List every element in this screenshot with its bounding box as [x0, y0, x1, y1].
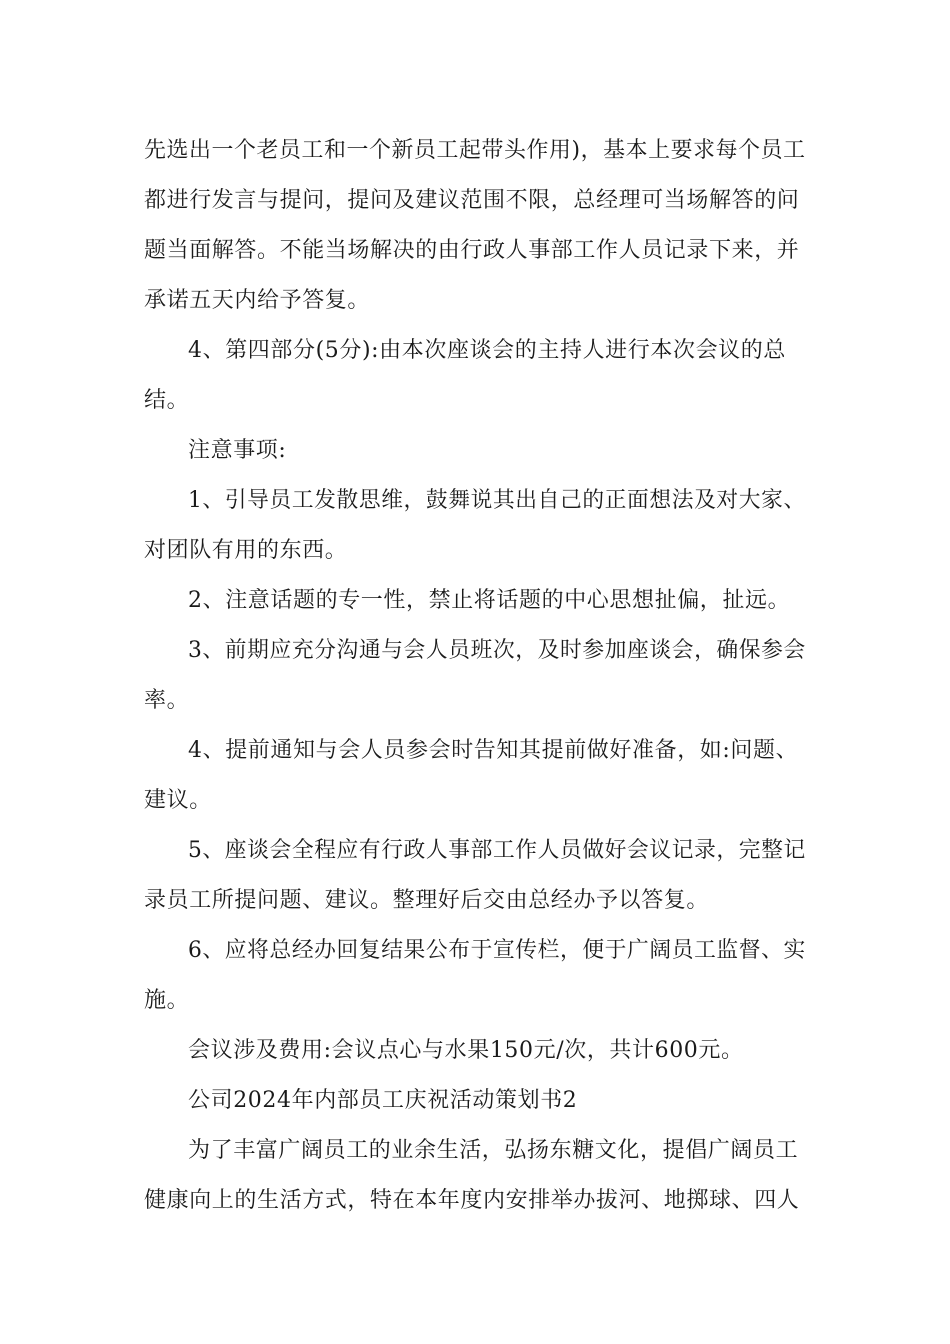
- text-line: 2、注意话题的专一性，禁止将话题的中心思想扯偏，扯远。: [188, 588, 791, 613]
- text-line: 6、应将总经办回复结果公布于宣传栏，便于广阔员工监督、实: [188, 938, 806, 963]
- text-line: 承诺五天内给予答复。: [144, 288, 371, 313]
- text-line: 健康向上的生活方式，特在本年度内安排举办拔河、地掷球、四人: [144, 1188, 800, 1213]
- text-line: 都进行发言与提问，提问及建议范围不限，总经理可当场解答的问: [144, 188, 800, 213]
- text-line: 会议涉及费用:会议点心与水果150元/次，共计600元。: [188, 1038, 744, 1063]
- text-line: 结。: [144, 388, 190, 413]
- text-line: 为了丰富广阔员工的业余生活，弘扬东糖文化，提倡广阔员工: [188, 1138, 799, 1163]
- section-heading: 注意事项:: [188, 438, 287, 463]
- text-line: 对团队有用的东西。: [144, 538, 348, 563]
- text-line: 先选出一个老员工和一个新员工起带头作用)，基本上要求每个员工: [144, 138, 806, 163]
- text-line: 3、前期应充分沟通与会人员班次，及时参加座谈会，确保参会: [188, 638, 806, 663]
- text-line: 建议。: [144, 788, 212, 813]
- text-line: 5、座谈会全程应有行政人事部工作人员做好会议记录，完整记: [188, 838, 806, 863]
- text-line: 施。: [144, 988, 190, 1013]
- text-line: 录员工所提问题、建议。整理好后交由总经办予以答复。: [144, 888, 710, 913]
- text-line: 1、引导员工发散思维，鼓舞说其出自己的正面想法及对大家、: [188, 488, 806, 513]
- text-line: 率。: [144, 688, 190, 713]
- section-title: 公司2024年内部员工庆祝活动策划书2: [188, 1088, 578, 1113]
- text-line: 题当面解答。不能当场解决的由行政人事部工作人员记录下来，并: [144, 238, 800, 263]
- text-line: 4、提前通知与会人员参会时告知其提前做好准备，如:问题、: [188, 738, 799, 763]
- text-line: 4、第四部分(5分):由本次座谈会的主持人进行本次会议的总: [188, 338, 786, 363]
